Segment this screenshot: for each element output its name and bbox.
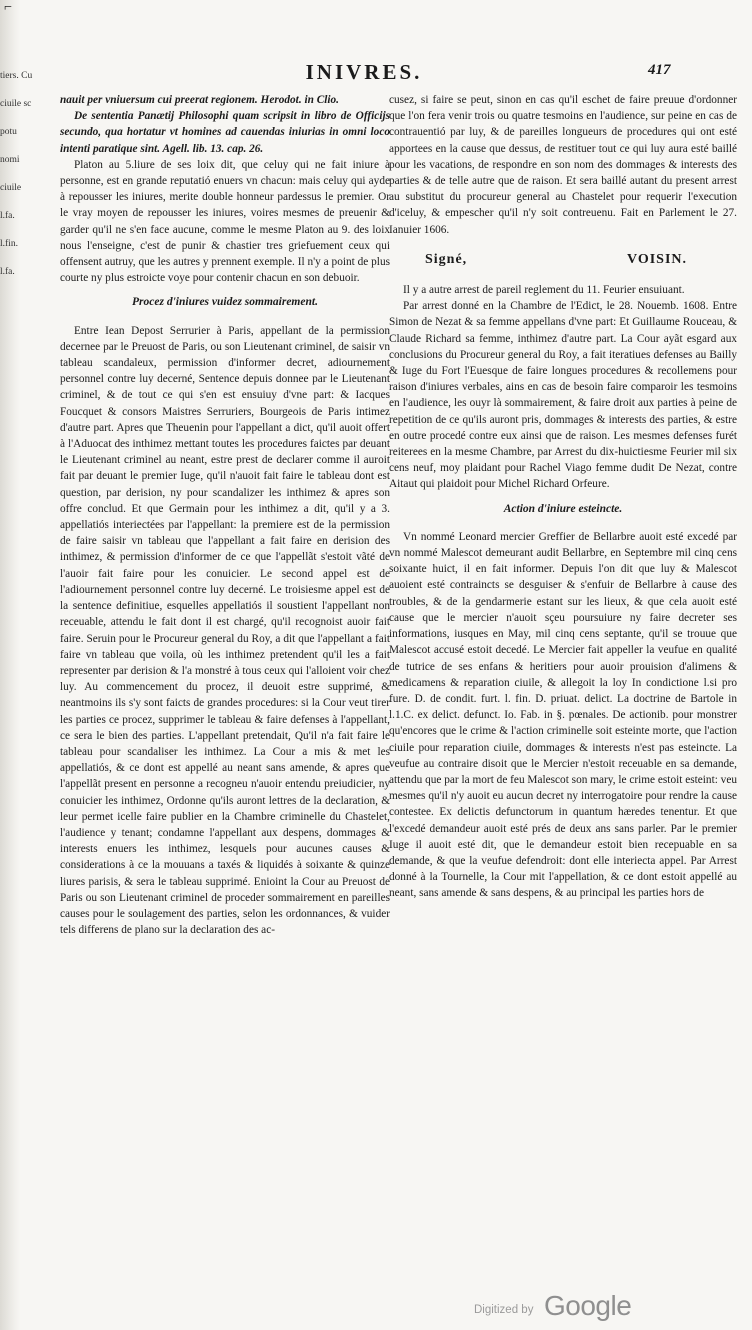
digitized-watermark [474,1290,714,1326]
right-column [389,92,737,902]
margin-note: ciuile [0,183,22,193]
signature-label: Signé, [425,251,468,267]
page-number: 417 [648,62,671,78]
section-heading: Action d'iniure esteincte. [503,502,623,515]
margin-note: nomi [0,155,20,165]
corner-mark-icon: ⌐ [4,0,12,15]
paragraph: Vn nommé Leonard mercier Greffier de Bellarbre auoit esté excedé par vn nommé Malescot demeurant audit Bellarbre, en Septembre mil cinq cens soixante huict, il en fait informer. Depuis l'on dit que luy & Malescot auoient esté contraincts se desguiser & s'enfuir de Bellarbre à cause des troubles, & de la gendarmerie estant sur les lieux, & que cela auoit esté cause que le mercier n'auoit sçeu poursuiure ny faire decreter ses informations, iusques en May, mil cinq cens septante, qu'il se trouue que Malescot accusé estoit decedé. Le Mercier fait appeller la veufue en qualité de tutrice de ses enfans & heritiers pour auoir prouision d'alimens & medicamens & reparation ciuile, & allegoit la loy In condictione l.si pro fure. D. de condit. furt. l. fin. D. priuat. delict. La doctrine de Bartole in l.1.C. ex delict. defunct. Io. Fab. in §. pœnales. De actionib. pour monstrer qu'encores que le crime & l'action criminelle soit esteinte morte, que l'action ciuile pour reparation ciuile, dommages & interests n'est pas esteincte. La veufue au contraire disoit que le Mercier n'estoit receuable en sa demande, attendu que par la mort de feu Malescot son mary, le crime estoit esteint: veu mesmes qu'il n'y auoit eu aucun decret ny interrogatoire pour rendre la cause contestee. Ex delictis defunctorum in quantum hæredes tenentur. Et que l'excedé demandeur auoit esté prés de deux ans sans parler. Par le premier Iuge il auoit esté dit, que le demandeur estoit bien recepuable en sa demande, & que la veufue defendroit: dont elle interiecta appel. Par Arrest donné à la Tournelle, la Cour mit l'appellation, & ce dont estoit appellé au neant, sans amende & sans despens, & au principal les parties hors de [389,530,737,900]
watermark-prefix: Digitized by [474,1304,534,1316]
paragraph: cusez, si faire se peut, sinon en cas qu'il eschet de faire preuue d'ordonner que l'on fera venir trois ou quatre tesmoins en l'audience, sur peine en cas de contrauentió par luy, & de pareilles longueurs de procedures qui ont esté apportees en la cause que dessus, de restituer tout ce qui luy aura esté baillé pour les vacations, de respondre en son nom des dommages & interests des parties & de telle autre que de raison. Et sera baillé autant du present arrest au substitut du procureur general au Chastelet pour requerir l'execution d'iceluy, & empescher qu'il n'y soit contreuenu. Fait en Parlement le 27. Ianuier 1606. [389,94,737,236]
section-heading: Procez d'iniures vuidez sommairement. [132,296,318,309]
paragraph: Il y a autre arrest de pareil reglement du 11. Feurier ensuiuant. [403,284,685,297]
paragraph: Platon au 5.liure de ses loix dit, que celuy qui ne fait iniure à personne, est en grande reputatió enuers vn chacun: mais celuy qui ayde à repousser les iniures, merite double honneur pardessus le premier. Or le vray moyen de repousser les iniures, voires mesmes de preuenir & garder qu'il ne s'en face aucune, comme le mesme Platon au 9. des loix nous l'enseigne, c'est de punir & chastier tres griefuement ceux qui offensent autruy, que les autres y prennent exemple. Il n'y a point de plus courte ny plus estroicte voye pour contenir chacun en son debuoir. [60,158,390,285]
margin-note: l.fin. [0,239,18,249]
signature-line [389,252,737,268]
running-head-title: INIVRES. [305,60,423,84]
paragraph: Par arrest donné en la Chambre de l'Edict, le 28. Nouemb. 1608. Entre Simon de Nezat & sa femme appellans d'vne part: Et Guillaume Rouceau, & Claude Richard sa femme, inthimez d'autre part. La Cour ayãt esgard aux conclusions du Procureur general du Roy, a fait iteratiues defenses au Bailly & Iuge du Fort l'Euesque de faire longues procedures & recollemens pour raison d'iniures verbales, ains en cas de besoin faire comparoir les tesmoins en l'audience, les ouyr là sommairement, & faire droit aux parties à peine de repetition de ce qu'ils auront pris, dommages & interests des parties, & estre en outre procedé contre eux ainsi que de raison. Les mesmes defenses furét reiterees en la mesme Chambre, par Arrest du dix-huictiesme Feurier mil six cens neuf, moy plaidant pour Rachel Viago femme dudit De Nezat, contre Aitaut qui plaidoit pour Michel Richard Orfeure. [389,300,737,491]
left-column [60,92,390,938]
paragraph: Entre Iean Depost Serrurier à Paris, appellant de la permission decernee par le Preuost de Paris, ou son Lieutenant criminel, de saisir vn tableau scandaleux, permission d'informer decret, adiournement personnel contre luy decerné, Sentence depuis donnee par le Lieutenant criminel, & de tout ce qui s'en est ensuiuy d'vne part: & Iacques Foucquet & consors Maistres Serruriers, Bourgeois de Paris intimez d'autre part. Apres que Theuenin pour l'appellant a dict, qu'il auoit offert à l'Aduocat des inthimez mettant toutes les procedures faictes par deuant le Lieutenant criminel au neant, estre prest de declarer comme il auroit fait par deuant le premier Iuge, qu'il n'auoit fait faire le tableau dont est question, par derision, ny pour scandalizer les inthimez & apres son offre conclud. Et que Germain pour les inthimez a dit, qu'il y a 3. appellatiós interiectées par l'appellant: la premiere est de la permission de faire saisir vn tableau que l'appellant a fait faire en derision des inthimez, & permission d'informer de ce que l'appellãt s'estoit vãté de l'auoir fait faire pour les conuicier. Le second appel est de l'adiournement personnel contre luy decerné. Le troisiesme appel est de la sentence definitiue, esquelles appellatiós il soustient l'appellant non receuable, attendu le fait dont il est chargé, qu'il recognoist auoir fait faire. Seruin pour le Procureur general du Roy, a dit que l'appellant a fait faire vn tableau que voila, où les inthimez pretendent qu'il les a fait representer par derision & l'a monstré à tous ceux qui l'alloient voir chez luy. Au commencement du procez, il deuoit estre supprimé, & neantmoins ils s'y sont faicts de grandes procedures: si la Cour veut tirer les parties ce procez, supprimer le tableau & faire defenses à l'appellant, ce sera le bien des parties. L'appellant pretendait, Qu'il n'a fait faire le tableau pour scandaliser les inthimez. La Cour a mis & met les appellatiós, & ce dont est appellé au neant sans amende, & apres que l'appellãt present en personne a recogneu n'auoir entendu preiudicier, ny conuicier les inthimez, Ordonne qu'ils auront lettres de la declaration, & leur permet icelle faire publier en la Chambre criminelle du Chastelet, l'audience y tenant; condamne l'appellant aux despens, dommages & interests enuers les inthimez, lesquels pour aucunes causes & considerations à ce la mouuans a taxés & liquidés à soixante & quinze liures parisis, & sera le tableau supprimé. Enioint la Cour au Preuost de Paris ou son Lieutenant criminel de proceder sommairement en pareilles causes pour le soulagement des parties, selon les ordonnances, & vuider tels differens de plano sur la declaration des ac- [60,324,390,937]
paragraph: De sententia Panætij Philosophi quam scripsit in libro de Officijs secundo, qua hortatur vt homines ad cauendas iniurias in omni loco intenti paratique sint. Agell. lib. 13. cap. 26. [60,110,390,155]
margin-note: l.fa. [0,211,15,221]
margin-note: l.fa. [0,267,15,277]
margin-note: ciuile sc [0,99,32,109]
margin-note: tiers. Cu [0,71,33,81]
signature-name: VOISIN. [626,251,687,267]
google-logo: Google [544,1290,632,1321]
margin-notes [0,70,33,294]
margin-note: potu [0,127,17,137]
paragraph: nauit per vniuersum cui preerat regionem. Herodot. in Clio. [60,94,339,106]
